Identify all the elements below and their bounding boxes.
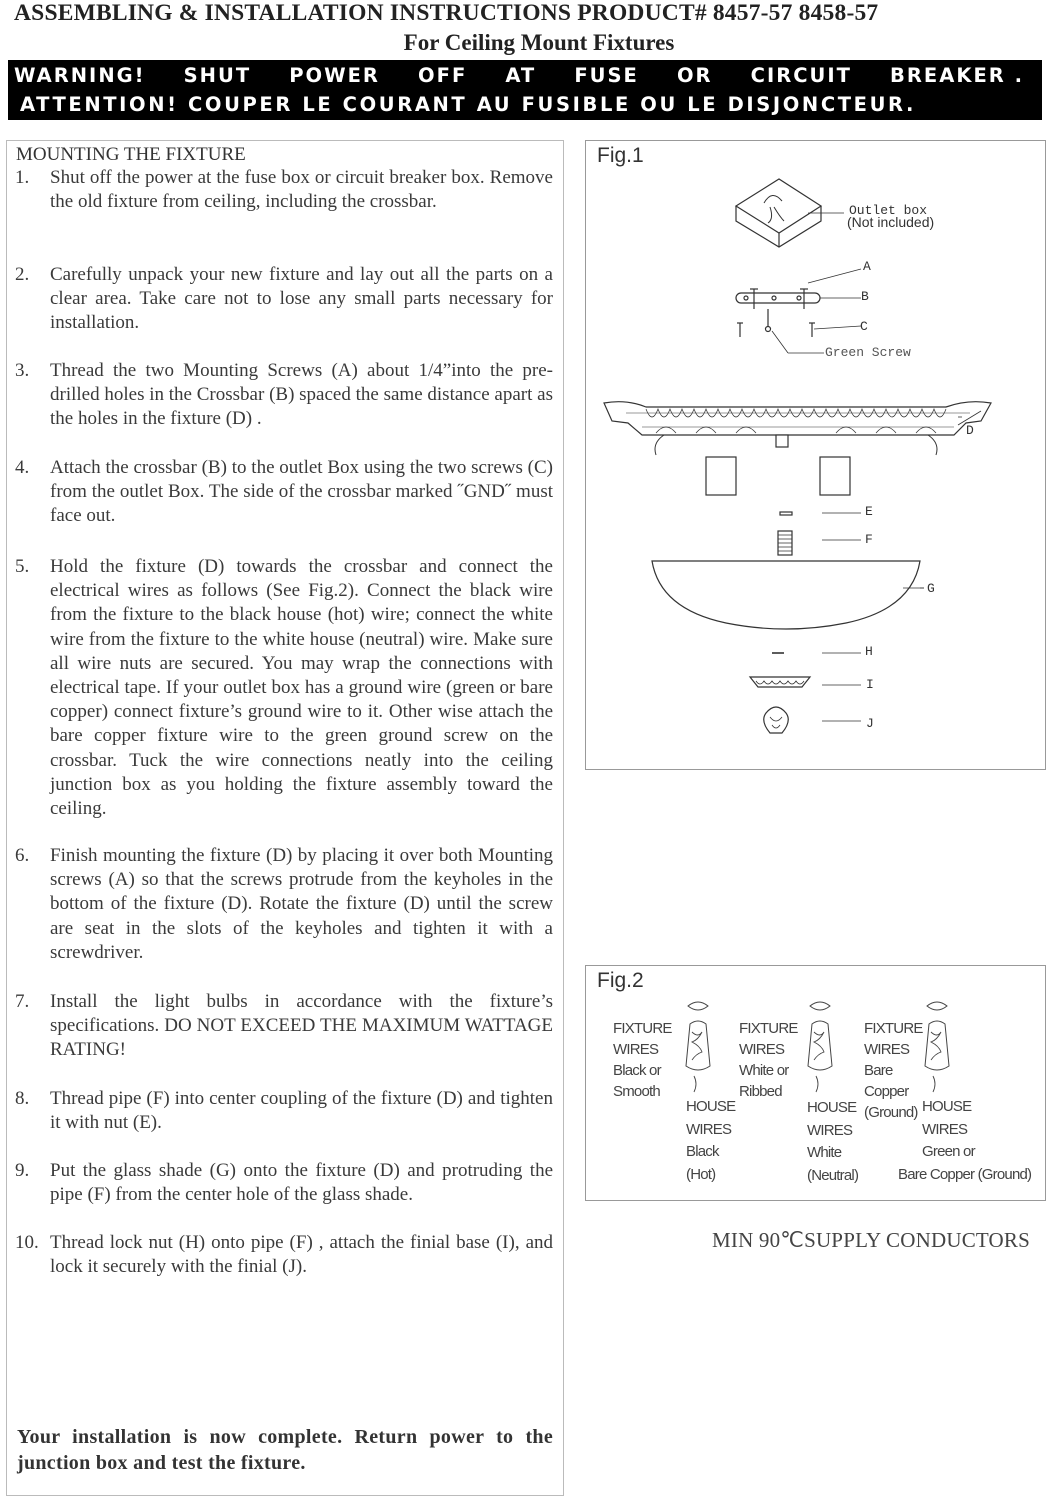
warning-word: BREAKER . xyxy=(890,64,1024,87)
step-number: 6. xyxy=(15,845,30,866)
part-label-h: H xyxy=(865,644,873,659)
part-label-g: G xyxy=(927,581,935,596)
outlet-box-label: Outlet box xyxy=(849,203,928,218)
part-label-d: D xyxy=(966,423,974,438)
house-wires-label-2: HOUSE WIRES White (Neutral) xyxy=(807,1099,859,1184)
green-screw-label: Green Screw xyxy=(825,345,911,360)
figure-2-label: Fig.2 xyxy=(597,969,644,992)
step-text: Put the glass shade (G) onto the fixture (D) and protruding the pipe (F) from the center hole of the glass shade. xyxy=(50,1160,553,1206)
step-number: 10. xyxy=(15,1232,39,1253)
warning-word: OR xyxy=(676,64,713,87)
pipe-and-nut-drawing xyxy=(778,512,861,555)
supply-conductors-note: MIN 90℃SUPPLY CONDUCTORS xyxy=(712,1228,1031,1252)
house-color-label-3b: Bare Copper (Ground) xyxy=(898,1166,1032,1183)
step-number: 4. xyxy=(15,457,30,478)
outlet-box-drawing xyxy=(736,179,844,247)
instructions-heading: MOUNTING THE FIXTURE xyxy=(16,144,246,165)
part-label-i: I xyxy=(866,677,874,692)
step-number: 7. xyxy=(15,991,30,1012)
step-7 xyxy=(7,990,563,1063)
figure-1-label: Fig.1 xyxy=(597,144,644,167)
step-text: Thread pipe (F) into center coupling of the fixture (D) and tighten it with nut (E). xyxy=(50,1088,553,1134)
step-number: 1. xyxy=(15,167,30,188)
document-title: ASSEMBLING & INSTALLATION INSTRUCTIONS PRODUCT# 8457-57 8458-57 xyxy=(14,0,879,26)
glass-shade-drawing xyxy=(652,561,924,629)
wire-nut-icon xyxy=(925,1002,949,1092)
fixture-wires-label-3: FIXTURE WIRES Bare Copper (Ground) xyxy=(864,1020,923,1121)
warning-word: WARNING! xyxy=(14,64,146,87)
step-4 xyxy=(7,456,563,529)
house-wires-label-3: HOUSE WIRES Green or xyxy=(922,1098,975,1160)
step-text: Hold the fixture (D) towards the crossbar and connect the electrical wires as follows (See Fig.2). Connect the black wire from the fixture to the black house (hot) wire; connect the white wire from the fixture to the white house (neutral) wire. Make sure all wire nuts are secured. You may wrap the connections with electrical tape. If your outlet box has a ground wire (green or bare copper) connect fixture’s ground wire to it. Other wise attach the bare copper fixture wire to the green ground screw on the crossbar. Tuck the wire connections neatly into the ceiling junction box as you holding the fixture assembly toward the ceiling. xyxy=(50,556,553,820)
step-text: Thread lock nut (H) onto pipe (F) , attach the finial base (I), and lock it securely with the finial (J). xyxy=(50,1232,553,1278)
warning-word: OFF xyxy=(418,64,468,87)
completion-note: Your installation is now complete. Return power to the junction box and test the fixture. xyxy=(17,1426,553,1474)
step-text: Attach the crossbar (B) to the outlet Box using the two screws (C) from the outlet Box. The side of the crossbar marked ˝GND˝ must face out. xyxy=(50,457,553,527)
warning-word: FUSE xyxy=(574,64,639,87)
warning-word: SHUT xyxy=(183,64,252,87)
step-10 xyxy=(7,1231,563,1279)
finial-drawing xyxy=(750,653,861,733)
warning-word: CIRCUIT xyxy=(750,64,852,87)
step-text: Thread the two Mounting Screws (A) about 1/4”into the pre-drilled holes in the Crossbar (B) spaced the same distance apart as the holes in the fixture (D) . xyxy=(50,360,553,430)
part-label-j: J xyxy=(866,716,874,731)
step-number: 3. xyxy=(15,360,30,381)
fixture-wires-label-2: FIXTURE WIRES White or Ribbed xyxy=(739,1020,798,1100)
step-number: 9. xyxy=(15,1160,30,1181)
step-5 xyxy=(7,555,563,821)
part-label-e: E xyxy=(865,504,873,519)
step-text: Carefully unpack your new fixture and lay out all the parts on a clear area. Take care not to lose any small parts necessary for installation. xyxy=(50,264,553,334)
wire-nut-icon xyxy=(808,1002,832,1092)
warning-banner xyxy=(8,60,1042,120)
step-text: Shut off the power at the fuse box or circuit breaker box. Remove the old fixture from ceiling, including the crossbar. xyxy=(50,167,553,213)
warning-french: ATTENTION! COUPER LE COURANT AU FUSIBLE OU LE DISJONCTEUR. xyxy=(20,93,917,116)
step-2 xyxy=(7,263,563,336)
part-label-c: C xyxy=(860,319,868,334)
exploded-assembly-diagram xyxy=(586,141,1047,771)
step-number: 2. xyxy=(15,264,30,285)
house-wires-label-1: HOUSE WIRES Black (Hot) xyxy=(686,1098,736,1183)
warning-word: POWER xyxy=(289,64,380,87)
figure-2 xyxy=(585,965,1046,1201)
step-3 xyxy=(7,359,563,432)
instructions-panel xyxy=(6,140,564,1496)
step-8 xyxy=(7,1087,563,1135)
step-6 xyxy=(7,844,563,965)
figure-1 xyxy=(585,140,1046,770)
fixture-wires-label-1: FIXTURE WIRES Black or Smooth xyxy=(613,1020,672,1100)
document-subtitle: For Ceiling Mount Fixtures xyxy=(403,30,675,55)
step-1 xyxy=(7,166,563,214)
step-number: 5. xyxy=(15,556,30,577)
wire-nut-icon xyxy=(686,1002,710,1092)
step-text: Install the light bulbs in accordance with the fixture’s specifications. DO NOT EXCEED THE MAXIMUM WATTAGE RATING! xyxy=(50,991,553,1061)
part-label-b: B xyxy=(861,289,869,304)
part-label-a: A xyxy=(863,259,871,274)
crossbar-drawing xyxy=(736,269,861,353)
step-9 xyxy=(7,1159,563,1207)
warning-word: AT xyxy=(505,64,537,87)
warning-english xyxy=(14,64,1024,87)
fixture-canopy-drawing xyxy=(604,402,991,495)
part-label-f: F xyxy=(865,532,873,547)
not-included-label: (Not included) xyxy=(847,214,935,230)
step-text: Finish mounting the fixture (D) by placing it over both Mounting screws (A) so that the screws protrude from the keyholes in the bottom of the fixture (D). Rotate the fixture (D) until the screw are seat in the slots of the keyholes and tighten it with a screwdriver. xyxy=(50,845,553,963)
step-number: 8. xyxy=(15,1088,30,1109)
